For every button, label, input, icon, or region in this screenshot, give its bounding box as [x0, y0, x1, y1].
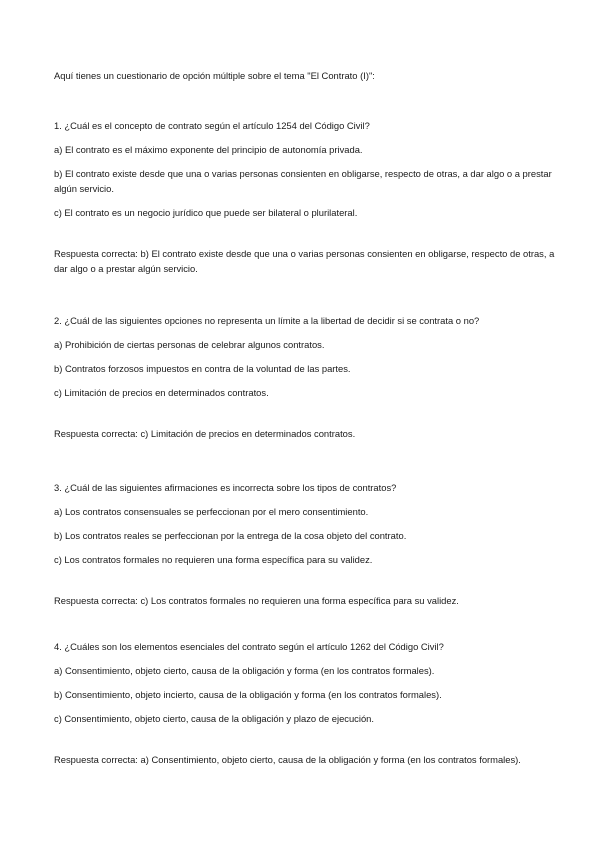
option-a: a) Prohibición de ciertas personas de celebrar algunos contratos.	[54, 339, 325, 350]
option-c: c) Consentimiento, objeto cierto, causa de la obligación y plazo de ejecución.	[54, 713, 374, 724]
option-a: a) Los contratos consensuales se perfeccionan por el mero consentimiento.	[54, 506, 369, 517]
question-text: 3. ¿Cuál de las siguientes afirmaciones es incorrecta sobre los tipos de contratos?	[54, 482, 397, 493]
question-block-2	[54, 313, 560, 441]
question-block-3	[54, 480, 560, 608]
question-block-1	[54, 118, 560, 276]
question-text: 1. ¿Cuál es el concepto de contrato según el artículo 1254 del Código Civil?	[54, 120, 370, 131]
option-b: b) Contratos forzosos impuestos en contra de la voluntad de las partes.	[54, 363, 351, 374]
option-c: c) El contrato es un negocio jurídico que puede ser bilateral o plurilateral.	[54, 207, 358, 218]
option-c: c) Limitación de precios en determinados contratos.	[54, 387, 269, 398]
correct-answer: Respuesta correcta: c) Los contratos formales no requieren una forma específica para su validez.	[54, 595, 459, 606]
option-a: a) Consentimiento, objeto cierto, causa de la obligación y forma (en los contratos formales).	[54, 665, 435, 676]
option-b: b) Consentimiento, objeto incierto, causa de la obligación y forma (en los contratos formales).	[54, 689, 442, 700]
intro-text: Aquí tienes un cuestionario de opción múltiple sobre el tema "El Contrato (I)":	[54, 70, 375, 81]
correct-answer: Respuesta correcta: a) Consentimiento, objeto cierto, causa de la obligación y forma (en los contratos formales).	[54, 754, 521, 765]
option-b: b) El contrato existe desde que una o varias personas consienten en obligarse, respecto de otras, a dar algo o a prestar algún servicio.	[54, 168, 552, 194]
option-a: a) El contrato es el máximo exponente del principio de autonomía privada.	[54, 144, 363, 155]
option-c: c) Los contratos formales no requieren una forma específica para su validez.	[54, 554, 373, 565]
correct-answer: Respuesta correcta: c) Limitación de precios en determinados contratos.	[54, 428, 356, 439]
correct-answer: Respuesta correcta: b) El contrato existe desde que una o varias personas consienten en obligarse, respecto de otras, a dar algo o a prestar algún servicio.	[54, 248, 555, 274]
question-block-4	[54, 639, 560, 767]
question-text: 2. ¿Cuál de las siguientes opciones no representa un límite a la libertad de decidir si se contrata o no?	[54, 315, 480, 326]
question-text: 4. ¿Cuáles son los elementos esenciales del contrato según el artículo 1262 del Código Civil?	[54, 641, 444, 652]
option-b: b) Los contratos reales se perfeccionan por la entrega de la cosa objeto del contrato.	[54, 530, 407, 541]
